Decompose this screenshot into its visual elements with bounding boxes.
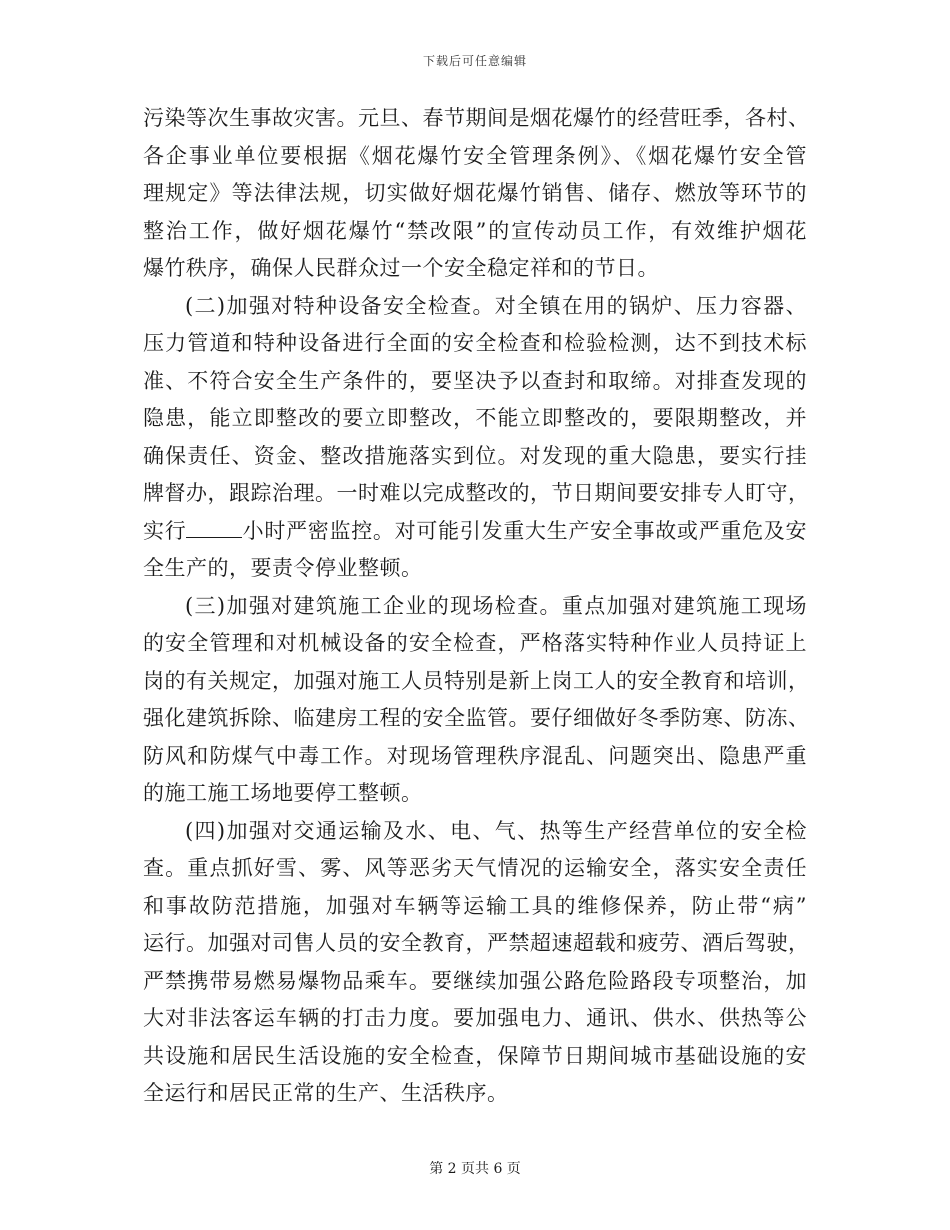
text-line: 隐患，能立即整改的要立即整改，不能立即整改的，要限期整改，并 [143, 406, 807, 430]
paragraph-1 [143, 100, 810, 288]
paragraph-4 [143, 813, 810, 1113]
text-line: 防风和防煤气中毒工作。对现场管理秩序混乱、问题突出、隐患严重 [143, 743, 807, 768]
text-line: 岗的有关规定，加强对施工人员特别是新上岗工人的安全教育和培训， [143, 668, 810, 693]
text-line: 污染等次生事故灾害。元旦、春节期间是烟花爆竹的经营旺季，各村、 [143, 106, 810, 130]
text-line: 运行。加强对司售人员的安全教育，严禁超速超载和疲劳、酒后驾驶， [143, 931, 810, 955]
page-header: 下载后可任意编辑 [422, 54, 527, 68]
text-line: 严禁携带易燃易爆物品乘车。要继续加强公路危险路段专项整治，加 [143, 968, 807, 993]
text-line: 爆竹秩序，确保人民群众过一个安全稳定祥和的节日。 [143, 256, 659, 280]
text-line: 准、不符合安全生产条件的，要坚决予以查封和取缔。对排查发现的 [143, 368, 807, 393]
text-line: (三)加强对建筑施工企业的现场检查。重点加强对建筑施工现场 [185, 593, 807, 618]
text-line: 的安全管理和对机械设备的安全检查，严格落实特种作业人员持证上 [143, 631, 807, 655]
text-line: 大对非法客运车辆的打击力度。要加强电力、通讯、供水、供热等公 [143, 1006, 807, 1030]
text-line: 全运行和居民正常的生产、生活秩序。 [143, 1081, 509, 1105]
document-body [143, 100, 810, 1113]
text-line: 理规定》等法律法规，切实做好烟花爆竹销售、储存、燃放等环节的 [143, 181, 807, 205]
text-line: 整治工作，做好烟花爆竹“禁改限”的宣传动员工作，有效维护烟花 [143, 218, 807, 243]
text-line-with-blank [143, 513, 807, 551]
text-line: 的施工施工场地要停工整顿。 [143, 781, 423, 805]
text-line: (二)加强对特种设备安全检查。对全镇在用的锅炉、压力容器、 [185, 293, 807, 318]
text-line: (四)加强对交通运输及水、电、气、热等生产经营单位的安全检 [185, 818, 807, 843]
text-line: 确保责任、资金、整改措施落实到位。对发现的重大隐患，要实行挂 [143, 443, 807, 468]
paragraph-2 [143, 288, 810, 588]
text-line: 全生产的，要责令停业整顿。 [143, 556, 423, 580]
text-line: 查。重点抓好雪、雾、风等恶劣天气情况的运输安全，落实安全责任 [143, 856, 807, 880]
text-line: 压力管道和特种设备进行全面的安全检查和检验检测，达不到技术标 [143, 331, 807, 355]
text-line: 和事故防范措施，加强对车辆等运输工具的维修保养，防止带“病” [143, 893, 807, 918]
paragraph-3 [143, 588, 810, 813]
fill-in-blank [186, 519, 242, 538]
text-line: 强化建筑拆除、临建房工程的安全监管。要仔细做好冬季防寒、防冻、 [143, 706, 810, 730]
text-line: 各企事业单位要根据《烟花爆竹安全管理条例》、《烟花爆竹安全管 [143, 143, 807, 168]
text-fragment: 实行 [143, 518, 187, 543]
text-fragment: 小时严密监控。对可能引发重大生产安全事故或严重危及安 [242, 518, 808, 543]
page-number: 第 2 页共 6 页 [429, 1161, 521, 1177]
text-line: 共设施和居民生活设施的安全检查，保障节日期间城市基础设施的安 [143, 1043, 807, 1068]
text-line: 牌督办，跟踪治理。一时难以完成整改的，节日期间要安排专人盯守， [143, 481, 810, 505]
